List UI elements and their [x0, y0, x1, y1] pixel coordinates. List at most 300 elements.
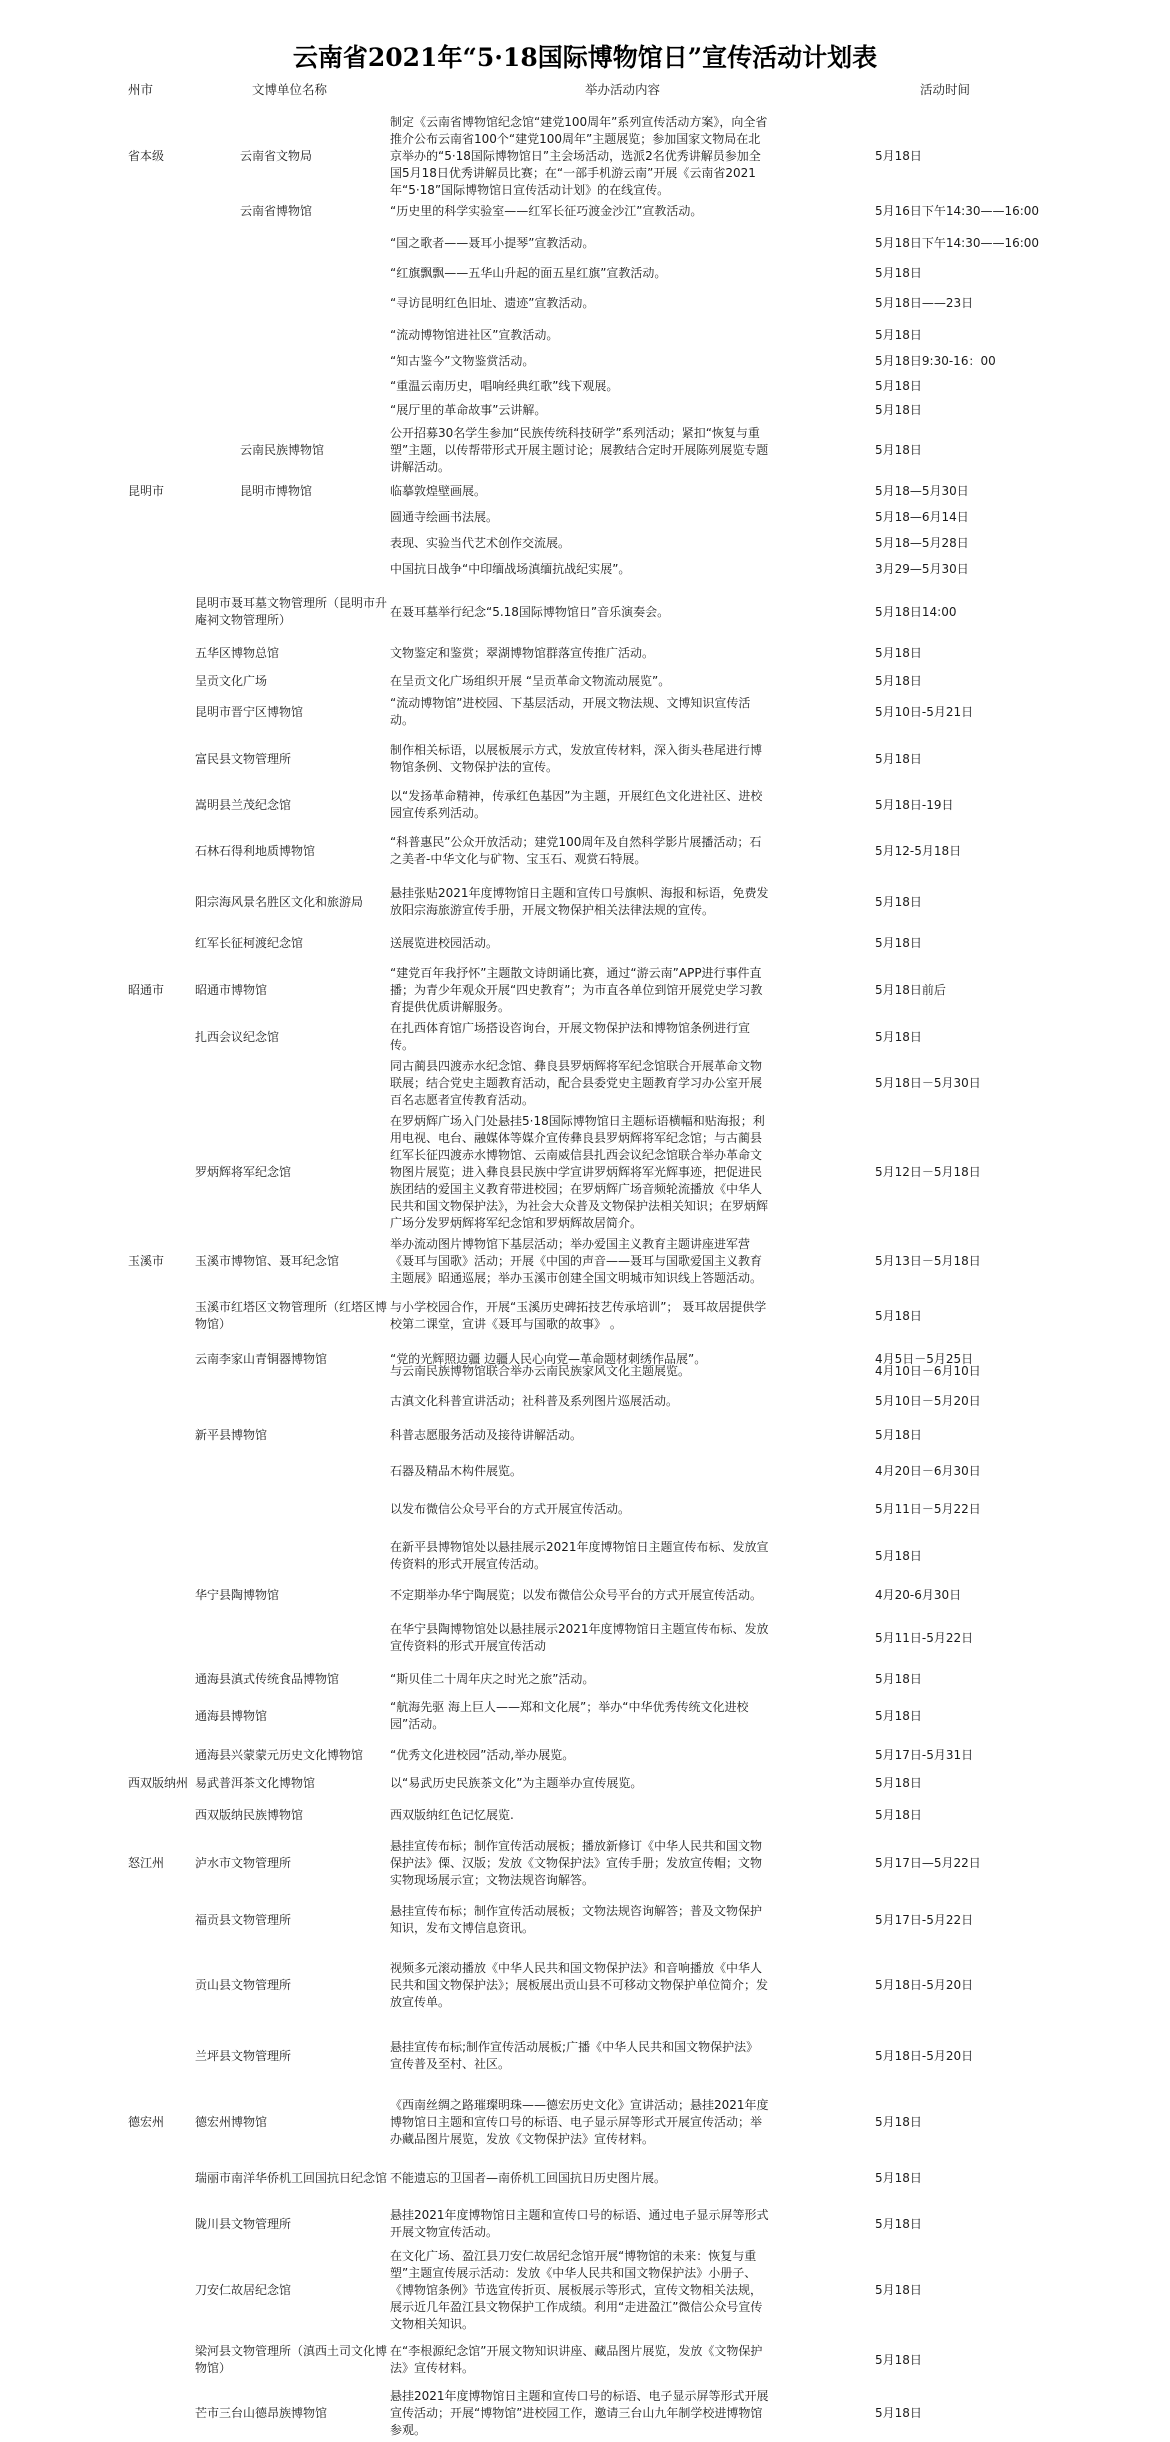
activity-content-cell: [390, 592, 770, 632]
activity-content-cell-text: 悬挂2021年度博物馆日主题和宣传口号的标语、电子显示屏等形式开展宣传活动；开展“博物馆”进校园工作，邀请三台山九年制学校进博物馆参观。: [390, 2388, 769, 2437]
activity-content-cell: [390, 506, 770, 528]
prefecture-cell: [128, 1696, 190, 1736]
table-row: [0, 831, 1170, 871]
activity-content-cell-text: 在聂耳墓举行纪念“5.18国际博物馆日”音乐演奏会。: [390, 604, 670, 619]
prefecture-cell: [128, 962, 190, 1018]
activity-date-cell: [875, 932, 1075, 954]
activity-content-cell-text: 与小学校园合作，开展“玉溪历史碑拓技艺传承培训”； 聂耳故居提供学校第二课堂，宣讲《聂耳与国歌的故事》 。: [390, 1300, 767, 1331]
activity-content-cell: [390, 1536, 770, 1576]
unit-name-cell-text: 通海县滇式传统食品博物馆: [195, 1671, 340, 1686]
activity-date-cell: [875, 1618, 1075, 1658]
unit-name-cell-text: 玉溪市博物馆、聂耳纪念馆: [195, 1253, 340, 1268]
activity-date-cell-text: 5月18日14:00: [875, 604, 957, 619]
unit-name-cell: [195, 962, 395, 1018]
activity-date-cell-text: 5月18日: [875, 402, 922, 417]
prefecture-cell: [128, 1804, 190, 1826]
activity-content-cell-text: 在华宁县陶博物馆处以悬挂展示2021年度博物馆日主题宣传布标、发放宣传资料的形式开展宣传活动: [390, 1622, 769, 1653]
activity-date-cell: [875, 532, 1075, 554]
prefecture-cell: [128, 232, 190, 254]
unit-name-cell: [195, 2204, 395, 2244]
activity-date-cell: [875, 1026, 1075, 1048]
prefecture-cell: [128, 104, 190, 208]
unit-name-cell: [195, 831, 395, 871]
activity-content-cell: [390, 1112, 770, 1232]
activity-content-cell-text: 《西南丝绸之路璀璨明珠——德宏历史文化》宣讲活动；悬挂2021年度博物馆日主题和宣传口号的标语、电子显示屏等形式开展宣传活动；举办藏品图片展览，发放《文物保护法》宣传材料。: [390, 2097, 769, 2146]
prefecture-cell: [128, 376, 190, 396]
activity-date-cell: [875, 1584, 1075, 1606]
table-row: [0, 2036, 1170, 2076]
activity-date-cell-text: 5月12-5月18日: [875, 843, 962, 858]
unit-name-cell-text: 泸水市文物管理所: [195, 1855, 292, 1870]
activity-date-cell-text: 5月18日前后: [875, 982, 946, 997]
table-row: [0, 1900, 1170, 1940]
activity-date-cell: [875, 422, 1075, 478]
unit-name-cell: [195, 1112, 395, 1232]
activity-content-cell: [390, 932, 770, 954]
table-row: [0, 558, 1170, 580]
table-row: [0, 232, 1170, 254]
activity-date-cell-text: 5月17日-5月22日: [875, 1912, 974, 1927]
activity-date-cell: [875, 2204, 1075, 2244]
prefecture-cell: [128, 1668, 190, 1690]
unit-name-cell: [195, 1900, 395, 1940]
prefecture-cell: [128, 350, 190, 372]
activity-date-cell-text: 5月18日: [875, 2216, 922, 2231]
activity-date-cell-text: 5月18日: [875, 2352, 922, 2367]
activity-content-cell: [390, 642, 770, 664]
prefecture-cell: [128, 2204, 190, 2244]
prefecture-cell: [128, 1584, 190, 1606]
activity-content-cell: [390, 324, 770, 346]
activity-date-cell: [875, 350, 1075, 372]
activity-date-cell: [875, 1232, 1075, 1290]
activity-date-cell-text: 5月11日－5月22日: [875, 1501, 981, 1516]
activity-date-cell: [875, 670, 1075, 692]
table-row: [0, 2093, 1170, 2151]
activity-date-cell: [875, 104, 1075, 208]
activity-content-cell: [390, 262, 770, 284]
prefecture-cell: [128, 592, 190, 632]
unit-name-cell: [195, 1772, 395, 1794]
activity-content-cell-text: 中国抗日战争“中印缅战场滇缅抗战纪实展”。: [390, 561, 631, 576]
activity-content-cell: [390, 1498, 770, 1520]
unit-name-cell: [195, 1026, 395, 1048]
header-date: 活动时间: [920, 82, 971, 97]
activity-date-cell-text: 5月18日: [875, 1671, 922, 1686]
prefecture-cell: [128, 1232, 190, 1290]
activity-date-cell-text: 5月18—5月28日: [875, 535, 969, 550]
table-row: [0, 1772, 1170, 1794]
unit-name-cell-text: 兰坪县文物管理所: [195, 2048, 292, 2063]
activity-date-cell: [875, 1296, 1075, 1336]
activity-content-cell-text: 悬挂2021年度博物馆日主题和宣传口号的标语、通过电子显示屏等形式开展文物宣传活动。: [390, 2208, 769, 2239]
table-row: [0, 642, 1170, 664]
activity-content-cell-text: “科普惠民”公众开放活动；建党100周年及自然科学影片展播活动；石之美者-中华文化与矿物、宝玉石、观赏石特展。: [390, 835, 762, 866]
unit-name-cell: [195, 642, 395, 664]
unit-name-cell: [195, 2158, 395, 2198]
activity-date-cell-text: 5月18日: [875, 148, 922, 163]
activity-content-cell-text: 不定期举办华宁陶展览；以发布微信公众号平台的方式开展宣传活动。: [390, 1587, 763, 1602]
activity-content-cell: [390, 670, 770, 692]
activity-date-cell-text: 5月18日: [875, 327, 922, 342]
activity-content-cell: [390, 1360, 770, 1382]
activity-content-cell-text: 以“发扬革命精神，传承红色基因”为主题，开展红色文化进社区、进校园宣传系列活动。: [390, 789, 763, 820]
unit-name-cell-text: 德宏州博物馆: [195, 2114, 268, 2129]
activity-content-cell-text: 在罗炳辉广场入门处悬挂5·18国际博物馆日主题标语横幅和贴海报；利用电视、电台、融媒体等媒介宣传彝良县罗炳辉将军纪念馆；与古蔺县红军长征四渡赤水博物馆、云南威信县扎西会议纪念馆联合举办革命文物图片展览；进入彝良县民族中学宣讲罗炳辉将军光辉事迹，把促进民族团结的爱国主义教育带进校园；在罗炳辉广场音频轮流播放《中华人民共和国文物保护法》，为社会大众普及文物保护法相关知识；在罗炳辉广场分发罗炳辉将军纪念馆和罗炳辉故居简介。: [390, 1113, 769, 1230]
unit-name-cell: [195, 1054, 395, 1112]
activity-content-cell: [390, 1956, 770, 2014]
unit-name-cell: [195, 1390, 395, 1412]
table-row: [0, 422, 1170, 478]
table-row: [0, 2340, 1170, 2380]
activity-content-cell: [390, 882, 770, 922]
activity-date-cell-text: 5月18日: [875, 751, 922, 766]
activity-date-cell-text: 5月18日: [875, 2170, 922, 2185]
activity-content-cell-text: 制作相关标语，以展板展示方式，发放宣传材料，深入街头巷尾进行博物馆条例、文物保护法的宣传。: [390, 743, 763, 774]
unit-name-cell-text: 云南省文物局: [240, 148, 313, 163]
activity-content-cell-text: “红旗飘飘——五华山升起的面五星红旗”宣教活动。: [390, 265, 667, 280]
prefecture-cell: [128, 2093, 190, 2151]
activity-content-cell-text: 西双版纳红色记忆展览.: [390, 1807, 514, 1822]
activity-date-cell: [875, 2158, 1075, 2198]
unit-name-cell-text: 梁河县文物管理所（滇西土司文化博物馆）: [195, 2344, 388, 2375]
prefecture-cell: [128, 2244, 190, 2336]
unit-name-cell: [195, 785, 395, 825]
activity-content-cell-text: 悬挂宣传布标；制作宣传活动展板；播放新修订《中华人民共和国文物保护法》傈、汉版；发放《文物保护法》宣传手册；发放宣传帽；文物实物现场展示宣；文物法规咨询解答。: [390, 1838, 763, 1887]
table-row: [0, 1054, 1170, 1112]
unit-name-cell-text: 呈贡文化广场: [195, 673, 268, 688]
activity-content-cell-text: 悬挂宣传布标;制作宣传活动展板;广播《中华人民共和国文物保护法》宣传普及至村、社区。: [390, 2040, 759, 2071]
activity-content-cell: [390, 376, 770, 396]
activity-date-cell-text: 5月18日: [875, 1029, 922, 1044]
activity-content-cell-text: “流动博物馆”进校园、下基层活动，开展文物法规、文博知识宣传活动。: [390, 696, 751, 727]
activity-content-cell: [390, 558, 770, 580]
activity-content-cell-text: 举办流动图片博物馆下基层活动；举办爱国主义教育主题讲座进军营《聂耳与国歌》活动；开展《中国的声音——聂耳与国歌爱国主义教育主题展》昭通巡展；举办玉溪市创建全国文明城市知识线上答题活动。: [390, 1236, 763, 1285]
prefecture-cell: [128, 532, 190, 554]
activity-content-cell: [390, 1460, 770, 1482]
table-row: [0, 670, 1170, 692]
activity-date-cell: [875, 2384, 1075, 2442]
unit-name-cell: [195, 2244, 395, 2336]
unit-name-cell-text: 玉溪市红塔区文物管理所（红塔区博物馆）: [195, 1300, 388, 1331]
unit-name-cell: [195, 1834, 395, 1892]
table-row: [0, 1112, 1170, 1232]
activity-content-cell: [390, 1900, 770, 1940]
unit-name-cell: [195, 739, 395, 779]
activity-date-cell-text: 4月20日－6月30日: [875, 1463, 981, 1478]
prefecture-cell: [128, 2036, 190, 2076]
activity-date-cell-text: 3月29—5月30日: [875, 561, 969, 576]
activity-content-cell: [390, 696, 770, 727]
table-row: [0, 696, 1170, 727]
prefecture-cell-text: 省本级: [128, 148, 165, 163]
table-row: [0, 1668, 1170, 1690]
activity-content-cell-text: “重温云南历史，唱响经典红歌”线下观展。: [390, 378, 619, 393]
activity-content-cell-text: 视频多元滚动播放《中华人民共和国文物保护法》和音响播放《中华人民共和国文物保护法》；展板展出贡山县不可移动文物保护单位简介；发放宣传单。: [390, 1960, 769, 2009]
prefecture-cell: [128, 400, 190, 420]
prefecture-cell: [128, 558, 190, 580]
activity-date-cell: [875, 1956, 1075, 2014]
activity-date-cell: [875, 701, 1075, 723]
activity-content-cell-text: 圆通寺绘画书法展。: [390, 509, 499, 524]
activity-date-cell: [875, 506, 1075, 528]
table-row: [0, 1296, 1170, 1336]
prefecture-cell: [128, 2158, 190, 2198]
activity-content-cell-text: 制定《云南省博物馆纪念馆“建党100周年”系列宣传活动方案》，向全省推介公布云南省100个“建党100周年”主题展览；参加国家文物局在北京举办的“5·18国际博物馆日”主会场活动，选派2名优秀讲解员参加全国5月18日优秀讲解员比赛；在“一部手机游云南”开展《云南省2021年“5·18”国际博物馆日宣传活动计划》的在线宣传。: [390, 114, 768, 197]
activity-date-cell-text: 5月18日-5月20日: [875, 1977, 974, 1992]
activity-date-cell: [875, 200, 1075, 222]
activity-date-cell: [875, 1536, 1075, 1576]
prefecture-cell: [128, 1498, 190, 1520]
activity-date-cell-text: 5月18日: [875, 894, 922, 909]
unit-name-cell-text: 罗炳辉将军纪念馆: [195, 1164, 292, 1179]
activity-content-cell-text: “历史里的科学实验室——红军长征巧渡金沙江”宣教活动。: [390, 203, 703, 218]
activity-content-cell: [390, 2340, 770, 2380]
activity-date-cell-text: 5月18日——23日: [875, 295, 974, 310]
activity-date-cell-text: 5月18日: [875, 1708, 922, 1723]
activity-date-cell: [875, 2340, 1075, 2380]
table-row: [0, 376, 1170, 396]
table-row: [0, 2158, 1170, 2198]
activity-date-cell: [875, 785, 1075, 825]
activity-content-cell: [390, 292, 770, 314]
activity-content-cell: [390, 1390, 770, 1412]
unit-name-cell-text: 云南李家山青铜器博物馆: [195, 1351, 328, 1366]
activity-date-cell: [875, 2093, 1075, 2151]
header-prefecture: 州市: [128, 82, 154, 97]
prefecture-cell: [128, 1618, 190, 1658]
activity-content-cell-text: 临摹敦煌壁画展。: [390, 483, 487, 498]
unit-name-cell-text: 瑞丽市南洋华侨机工回国抗日纪念馆: [195, 2170, 388, 2185]
unit-name-cell: [195, 1744, 395, 1766]
activity-date-cell: [875, 2244, 1075, 2336]
activity-date-cell: [875, 592, 1075, 632]
prefecture-cell: [128, 1054, 190, 1112]
table-row: [0, 324, 1170, 346]
prefecture-cell: [128, 1772, 190, 1794]
activity-date-cell: [875, 1744, 1075, 1766]
unit-name-cell-text: 嵩明县兰茂纪念馆: [195, 797, 292, 812]
activity-content-cell-text: 在“李根源纪念馆”开展文物知识讲座、藏品图片展览，发放《文物保护法》宣传材料。: [390, 2344, 763, 2375]
activity-date-cell-text: 5月11日-5月22日: [875, 1630, 974, 1645]
activity-date-cell: [875, 1360, 1075, 1382]
page-title: 云南省2021年“5·18国际博物馆日”宣传活动计划表: [292, 43, 878, 72]
activity-content-cell: [390, 1232, 770, 1290]
prefecture-cell: [128, 882, 190, 922]
activity-content-cell-text: “斯贝佳二十周年庆之时光之旅”活动。: [390, 1671, 595, 1686]
activity-date-cell-text: 5月18日: [875, 1775, 922, 1790]
activity-date-cell-text: 5月18日-5月20日: [875, 2048, 974, 2063]
header-content: 举办活动内容: [585, 82, 661, 97]
unit-name-cell: [195, 2384, 395, 2442]
activity-content-cell-text: 以“易武历史民族茶文化”为主题举办宣传展览。: [390, 1775, 643, 1790]
table-row: [0, 2384, 1170, 2442]
table-row: [0, 1618, 1170, 1658]
table-row: [0, 532, 1170, 554]
activity-content-cell-text: 在文化广场、盈江县刀安仁故居纪念馆开展“博物馆的未来：恢复与重塑”主题宣传展示活动：发放《中华人民共和国文物保护法》小册子、《博物馆条例》节选宣传折页、展板展示等形式，宣传文物相关法规，展示近几年盈江县文物保护工作成绩。利用“走进盈江”微信公众号宣传文物相关知识。: [390, 2248, 763, 2331]
table-row: [0, 1360, 1170, 1382]
prefecture-cell-text: 玉溪市: [128, 1253, 165, 1268]
prefecture-cell: [128, 739, 190, 779]
activity-content-cell: [390, 1772, 770, 1794]
unit-name-cell-text: 阳宗海风景名胜区文化和旅游局: [195, 894, 364, 909]
activity-content-cell-text: “优秀文化进校园”活动,举办展览。: [390, 1747, 575, 1762]
prefecture-cell: [128, 1536, 190, 1576]
table-row: [0, 1744, 1170, 1766]
activity-content-cell: [390, 200, 770, 222]
activity-date-cell: [875, 1390, 1075, 1412]
activity-date-cell-text: 5月18—5月30日: [875, 483, 969, 498]
unit-name-cell: [195, 1424, 395, 1446]
unit-name-cell: [195, 2036, 395, 2076]
activity-date-cell-text: 5月17日—5月22日: [875, 1855, 981, 1870]
activity-date-cell-text: 5月18日: [875, 2405, 922, 2420]
activity-content-cell-text: “建党百年我抒怀”主题散文诗朗诵比赛，通过“游云南”APP进行事件直播；为青少年观众开展“四史教育”；为市直各单位到馆开展党史学习教育提供优质讲解服务。: [390, 965, 763, 1014]
unit-name-cell-text: 西双版纳民族博物馆: [195, 1807, 304, 1822]
table-row: [0, 739, 1170, 779]
unit-name-cell: [195, 2340, 395, 2380]
unit-name-cell: [195, 592, 395, 632]
activity-date-cell-text: 5月18日: [875, 2282, 922, 2297]
activity-date-cell-text: 5月18日-19日: [875, 797, 954, 812]
prefecture-cell: [128, 932, 190, 954]
activity-date-cell-text: 5月16日下午14:30——16:00: [875, 203, 1040, 218]
table-row: [0, 1584, 1170, 1606]
activity-content-cell-text: 古滇文化科普宣讲活动；社科普及系列图片巡展活动。: [390, 1393, 679, 1408]
unit-name-cell-text: 通海县博物馆: [195, 1708, 268, 1723]
table-row: [0, 1390, 1170, 1412]
prefecture-cell-text: 德宏州: [128, 2114, 165, 2129]
activity-date-cell-text: 5月18日: [875, 265, 922, 280]
unit-name-cell: [195, 1296, 395, 1336]
activity-date-cell: [875, 831, 1075, 871]
activity-content-cell: [390, 104, 770, 208]
table-row: [0, 104, 1170, 208]
table-row: [0, 200, 1170, 222]
activity-date-cell: [875, 262, 1075, 284]
table-row: [0, 1956, 1170, 2014]
activity-date-cell: [875, 1112, 1075, 1232]
activity-content-cell: [390, 2093, 770, 2151]
prefecture-cell: [128, 1834, 190, 1892]
activity-date-cell: [875, 2036, 1075, 2076]
table-row: [0, 1460, 1170, 1482]
unit-name-cell-text: 石林石得利地质博物馆: [195, 843, 316, 858]
activity-content-cell: [390, 739, 770, 779]
unit-name-cell: [195, 1232, 395, 1290]
activity-content-cell: [390, 2036, 770, 2076]
activity-date-cell: [875, 1424, 1075, 1446]
activity-content-cell: [390, 480, 770, 502]
activity-date-cell-text: 5月17日-5月31日: [875, 1747, 974, 1762]
unit-name-cell: [195, 1584, 395, 1606]
unit-name-cell-text: 陇川县文物管理所: [195, 2216, 292, 2231]
table-row: [0, 1804, 1170, 1826]
unit-name-cell: [195, 701, 395, 723]
activity-date-cell-text: 5月18—6月14日: [875, 509, 969, 524]
prefecture-cell: [128, 1112, 190, 1232]
table-row: [0, 1834, 1170, 1892]
prefecture-cell: [128, 324, 190, 346]
prefecture-cell: [128, 506, 190, 528]
activity-content-cell: [390, 1804, 770, 1826]
unit-name-cell-text: 福贡县文物管理所: [195, 1912, 292, 1927]
activity-date-cell-text: 5月18日: [875, 935, 922, 950]
prefecture-cell: [128, 422, 190, 478]
table-row: [0, 1696, 1170, 1736]
table-row: [0, 400, 1170, 420]
activity-content-cell: [390, 1021, 770, 1052]
activity-date-cell: [875, 882, 1075, 922]
activity-date-cell: [875, 232, 1075, 254]
activity-date-cell: [875, 376, 1075, 396]
unit-name-cell-text: 昆明市博物馆: [240, 483, 313, 498]
prefecture-cell-text: 昭通市: [128, 982, 165, 997]
table-row: [0, 592, 1170, 632]
activity-content-cell: [390, 962, 770, 1018]
activity-date-cell-text: 5月18日: [875, 378, 922, 393]
unit-name-cell-text: 五华区博物总馆: [195, 645, 280, 660]
unit-name-cell-text: 昆明市聂耳墓文物管理所（昆明市升庵祠文物管理所）: [195, 596, 388, 627]
prefecture-cell-text: 西双版纳州: [128, 1775, 189, 1790]
table-row: [0, 932, 1170, 954]
prefecture-cell: [128, 200, 190, 222]
unit-name-cell: [195, 1536, 395, 1576]
unit-name-cell-text: 云南民族博物馆: [240, 442, 325, 457]
prefecture-cell: [128, 480, 190, 502]
prefecture-cell: [128, 262, 190, 284]
table-row: [0, 1536, 1170, 1576]
activity-date-cell-text: 5月18日: [875, 442, 922, 457]
unit-name-cell: [195, 1618, 395, 1658]
unit-name-cell-text: 昆明市晋宁区博物馆: [195, 704, 304, 719]
activity-content-cell: [390, 1054, 770, 1112]
prefecture-cell: [128, 1744, 190, 1766]
activity-date-cell: [875, 558, 1075, 580]
activity-date-cell: [875, 1460, 1075, 1482]
activity-date-cell: [875, 324, 1075, 346]
unit-name-cell-text: 富民县文物管理所: [195, 751, 292, 766]
activity-date-cell: [875, 1498, 1075, 1520]
unit-name-cell-text: 通海县兴蒙蒙元历史文化博物馆: [195, 1747, 364, 1762]
prefecture-cell: [128, 1360, 190, 1382]
activity-date-cell-text: 4月5日－5月25日: [875, 1351, 974, 1366]
prefecture-cell: [128, 292, 190, 314]
activity-content-cell: [390, 1668, 770, 1690]
unit-name-cell: [195, 932, 395, 954]
prefecture-cell: [128, 785, 190, 825]
activity-content-cell-text: 与云南民族博物馆联合举办云南民族家风文化主题展览。: [390, 1363, 691, 1378]
unit-name-cell: [195, 2093, 395, 2151]
activity-date-cell-text: 5月10日－5月20日: [875, 1393, 981, 1408]
unit-name-cell-text: 扎西会议纪念馆: [195, 1029, 280, 1044]
unit-name-cell: [195, 1460, 395, 1482]
table-row: [0, 292, 1170, 314]
unit-name-cell-text: 易武普洱茶文化博物馆: [195, 1775, 316, 1790]
unit-name-cell-text: 刀安仁故居纪念馆: [195, 2282, 292, 2297]
unit-name-cell-text: 云南省博物馆: [240, 203, 313, 218]
table-row: [0, 262, 1170, 284]
activity-date-cell-text: 5月18日: [875, 1548, 922, 1563]
activity-content-cell: [390, 1584, 770, 1606]
activity-date-cell-text: 5月18日: [875, 2114, 922, 2129]
activity-date-cell-text: 4月10日－6月10日: [875, 1363, 981, 1378]
prefecture-cell-text: 昆明市: [128, 483, 165, 498]
activity-date-cell: [875, 962, 1075, 1018]
table-row: [0, 480, 1170, 502]
prefecture-cell: [128, 1296, 190, 1336]
activity-content-cell-text: 科普志愿服务活动及接待讲解活动。: [390, 1427, 583, 1442]
